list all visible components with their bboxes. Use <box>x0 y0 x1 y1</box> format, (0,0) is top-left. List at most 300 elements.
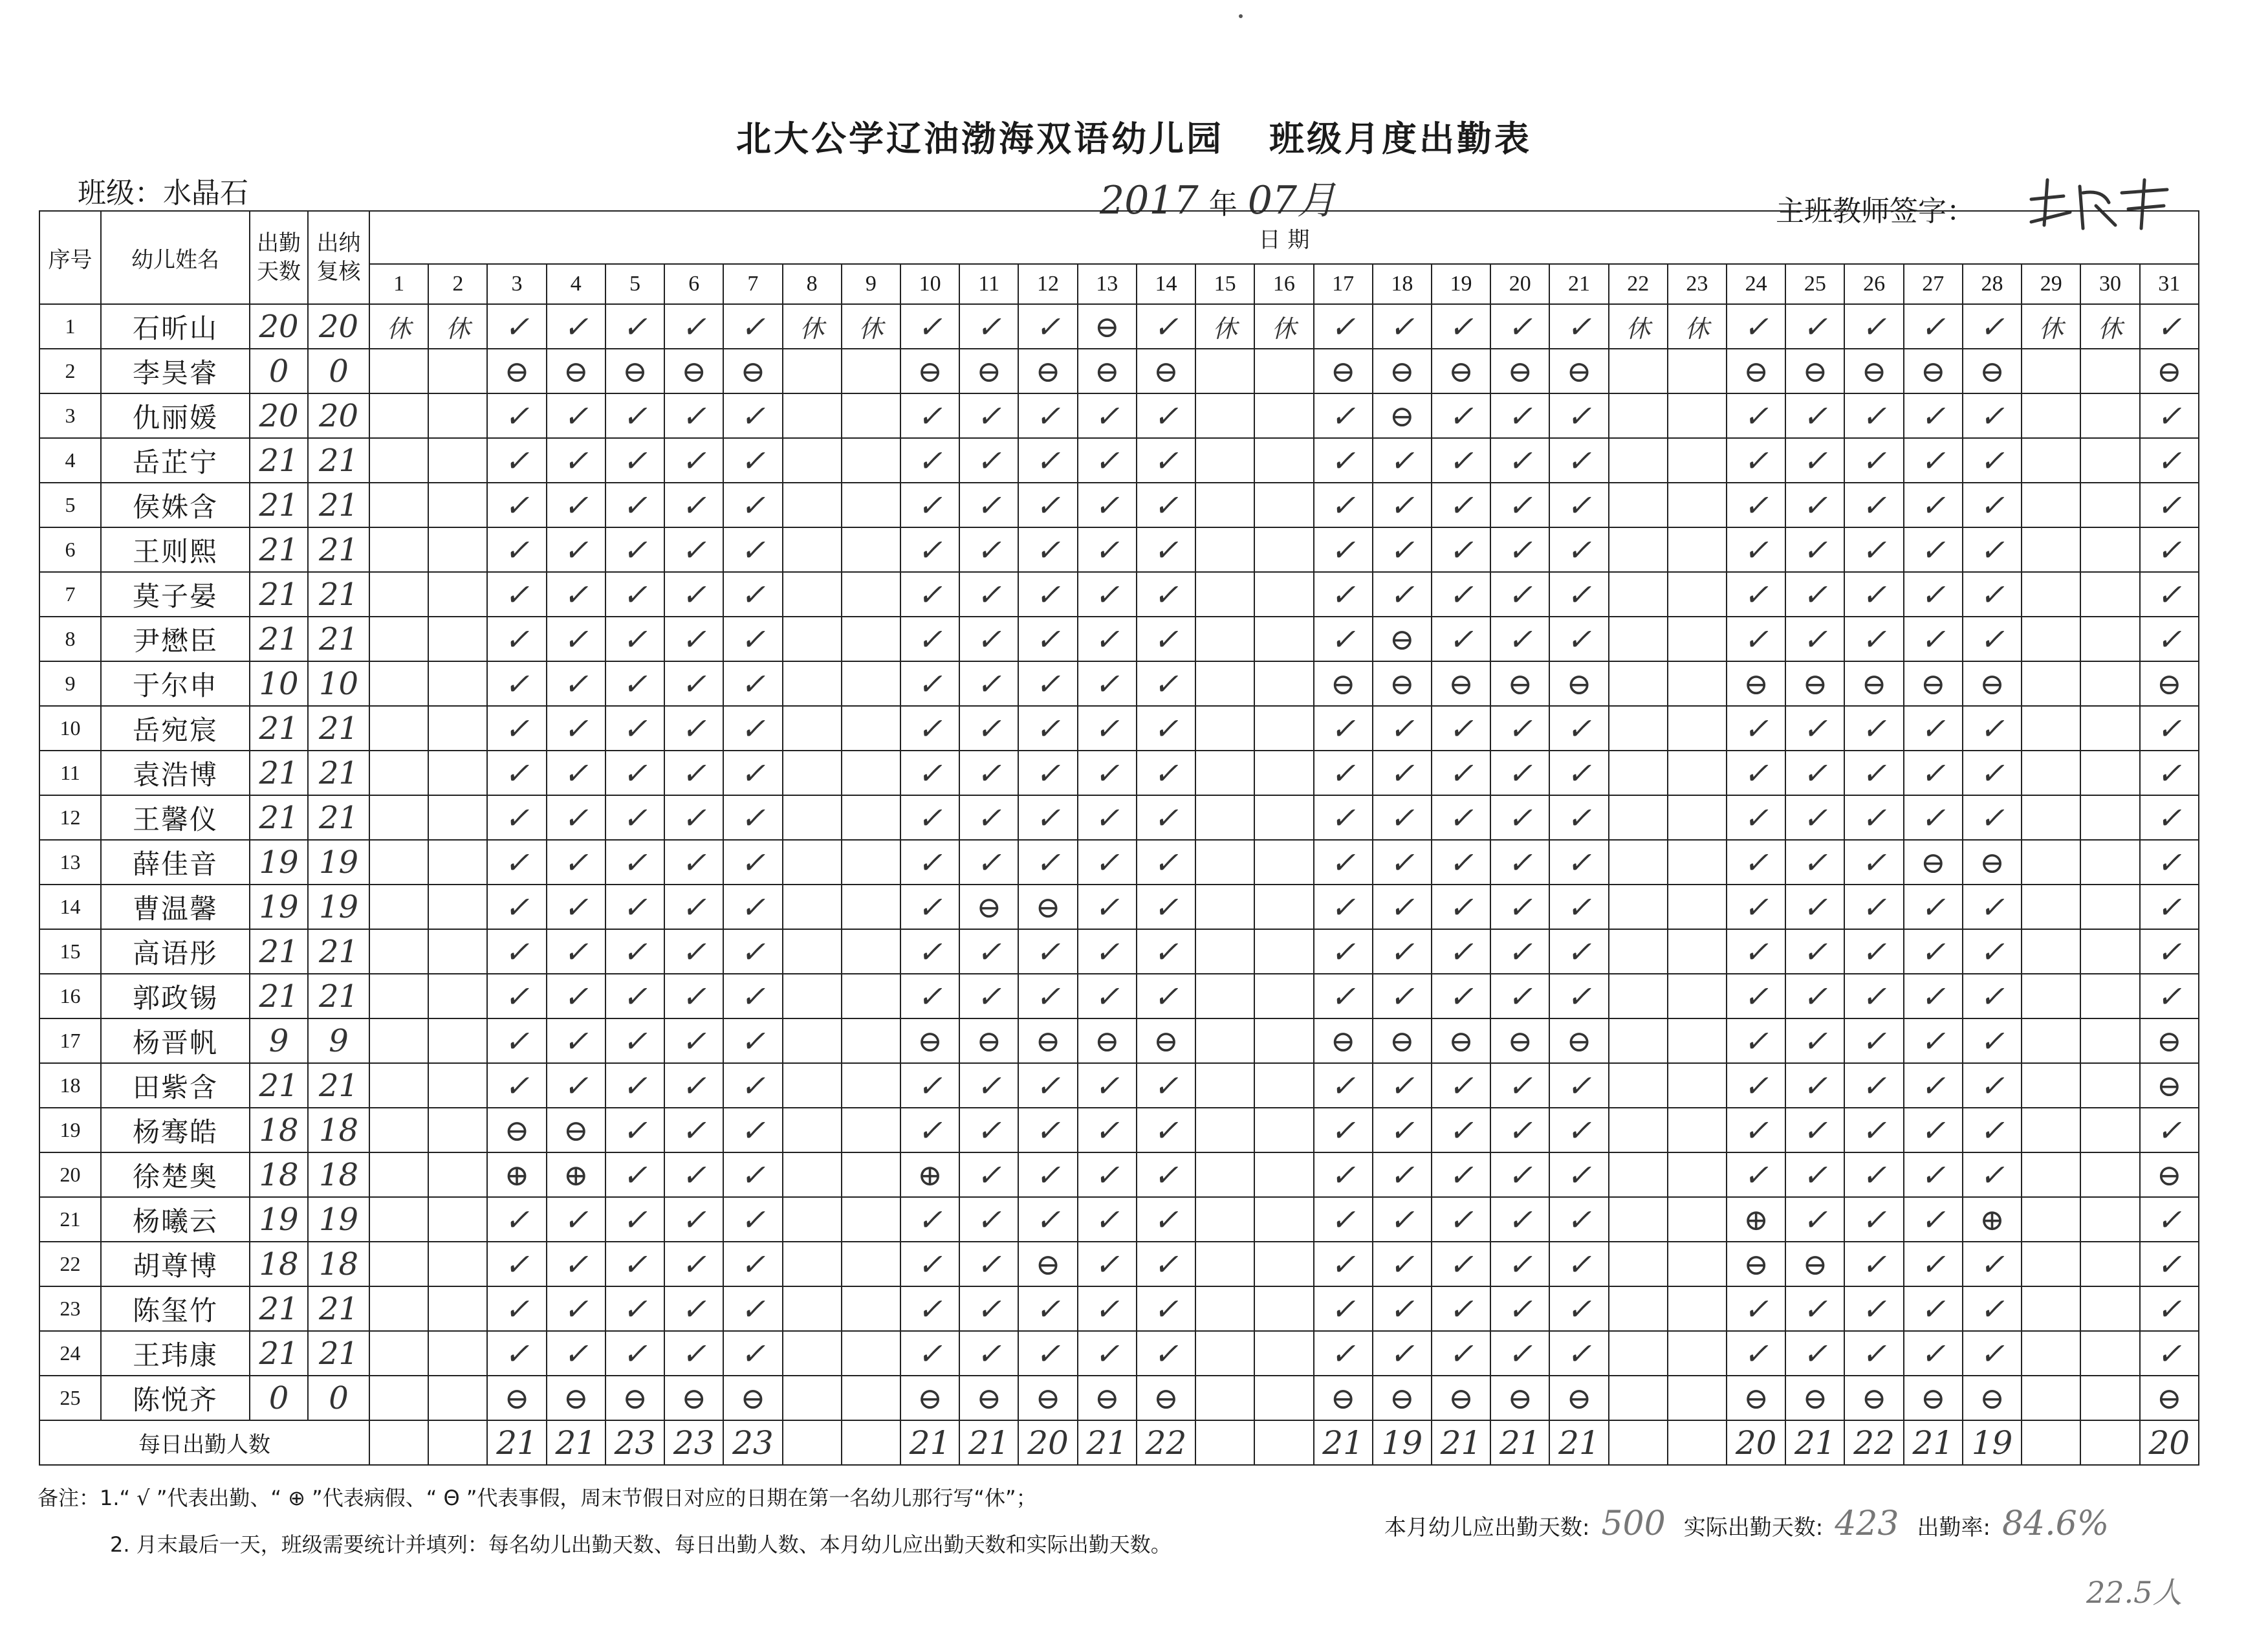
empty-cell <box>783 706 842 751</box>
empty-cell <box>783 1242 842 1286</box>
child-name: 杨曦云 <box>101 1197 250 1242</box>
present-check-icon: ✓ <box>2140 840 2199 885</box>
date-header: 2 <box>428 264 487 304</box>
present-check-icon: ✓ <box>2140 974 2199 1018</box>
present-check-icon: ✓ <box>1727 483 1785 527</box>
daily-total-cell: 23 <box>723 1420 782 1465</box>
col-seq: 序号 <box>39 211 101 304</box>
present-check-icon: ✓ <box>1727 438 1785 483</box>
row-seq: 4 <box>39 438 101 483</box>
present-check-icon: ✓ <box>487 885 546 929</box>
present-check-icon: ✓ <box>664 617 723 661</box>
present-check-icon: ✓ <box>1844 840 1903 885</box>
present-check-icon: ✓ <box>1078 1108 1137 1152</box>
present-check-icon: ✓ <box>664 1108 723 1152</box>
present-check-icon: ✓ <box>605 1197 664 1242</box>
date-header: 16 <box>1254 264 1313 304</box>
table-row <box>39 751 2199 795</box>
stats-row <box>1384 1504 2127 1543</box>
personal-leave-icon: ⊖ <box>1490 349 1549 393</box>
present-check-icon: ✓ <box>900 1063 959 1108</box>
present-check-icon: ✓ <box>1314 706 1373 751</box>
empty-cell <box>1668 706 1727 751</box>
daily-total-cell <box>1609 1420 1668 1465</box>
present-check-icon: ✓ <box>1078 1242 1137 1286</box>
present-check-icon: ✓ <box>1785 751 1844 795</box>
present-check-icon: ✓ <box>723 527 782 572</box>
row-seq: 7 <box>39 572 101 617</box>
present-check-icon: ✓ <box>1785 483 1844 527</box>
personal-leave-icon: ⊖ <box>959 349 1018 393</box>
present-check-icon: ✓ <box>547 617 605 661</box>
present-check-icon: ✓ <box>1137 527 1195 572</box>
personal-leave-icon: ⊖ <box>1727 661 1785 706</box>
present-check-icon: ✓ <box>1963 438 2022 483</box>
present-check-icon: ✓ <box>1785 974 1844 1018</box>
present-check-icon: ✓ <box>1373 1242 1432 1286</box>
table-row <box>39 483 2199 527</box>
child-name: 胡尊博 <box>101 1242 250 1286</box>
empty-cell <box>428 706 487 751</box>
review-days: 18 <box>308 1108 369 1152</box>
present-check-icon: ✓ <box>1549 840 1608 885</box>
date-header: 19 <box>1432 264 1490 304</box>
attendance-table <box>39 210 2199 1466</box>
date-header: 15 <box>1195 264 1254 304</box>
present-check-icon: ✓ <box>605 929 664 974</box>
date-header: 22 <box>1609 264 1668 304</box>
child-name: 尹懋臣 <box>101 617 250 661</box>
present-check-icon: ✓ <box>1018 617 1077 661</box>
present-check-icon: ✓ <box>900 1286 959 1331</box>
present-check-icon: ✓ <box>1785 929 1844 974</box>
empty-cell <box>428 1152 487 1197</box>
present-check-icon: ✓ <box>1727 706 1785 751</box>
present-check-icon: ✓ <box>1314 1331 1373 1376</box>
present-check-icon: ✓ <box>1904 885 1963 929</box>
row-seq: 15 <box>39 929 101 974</box>
present-check-icon: ✓ <box>547 1286 605 1331</box>
personal-leave-icon: ⊖ <box>723 1376 782 1420</box>
empty-cell <box>1609 617 1668 661</box>
empty-cell <box>369 1331 428 1376</box>
attendance-days: 21 <box>250 483 308 527</box>
empty-cell <box>1609 1331 1668 1376</box>
present-check-icon: ✓ <box>1844 617 1903 661</box>
child-name: 王玮康 <box>101 1331 250 1376</box>
present-check-icon: ✓ <box>1904 1331 1963 1376</box>
daily-total-cell: 21 <box>487 1420 546 1465</box>
date-header: 4 <box>547 264 605 304</box>
personal-leave-icon: ⊖ <box>2140 1376 2199 1420</box>
empty-cell <box>2022 1286 2080 1331</box>
child-name: 仇丽媛 <box>101 393 250 438</box>
present-check-icon: ✓ <box>1844 1286 1903 1331</box>
present-check-icon: ✓ <box>1018 1063 1077 1108</box>
present-check-icon: ✓ <box>900 572 959 617</box>
col-date-group: 日 期 <box>369 211 2199 264</box>
empty-cell <box>1195 1018 1254 1063</box>
present-check-icon: ✓ <box>1904 1286 1963 1331</box>
present-check-icon: ✓ <box>1727 527 1785 572</box>
date-header: 7 <box>723 264 782 304</box>
empty-cell <box>783 572 842 617</box>
present-check-icon: ✓ <box>1963 1286 2022 1331</box>
present-check-icon: ✓ <box>1432 572 1490 617</box>
present-check-icon: ✓ <box>664 438 723 483</box>
present-check-icon: ✓ <box>547 572 605 617</box>
empty-cell <box>2022 527 2080 572</box>
present-check-icon: ✓ <box>487 572 546 617</box>
empty-cell <box>369 751 428 795</box>
present-check-icon: ✓ <box>2140 795 2199 840</box>
sick-leave-icon: ⊕ <box>1963 1197 2022 1242</box>
child-name: 于尔申 <box>101 661 250 706</box>
empty-cell <box>1195 617 1254 661</box>
present-check-icon: ✓ <box>959 1152 1018 1197</box>
empty-cell <box>783 1018 842 1063</box>
present-check-icon: ✓ <box>487 1063 546 1108</box>
present-check-icon: ✓ <box>1137 1108 1195 1152</box>
date-header: 21 <box>1549 264 1608 304</box>
present-check-icon: ✓ <box>547 1018 605 1063</box>
present-check-icon: ✓ <box>1314 1242 1373 1286</box>
empty-cell <box>1668 572 1727 617</box>
rest-mark: 休 <box>1195 304 1254 349</box>
present-check-icon: ✓ <box>900 974 959 1018</box>
present-check-icon: ✓ <box>547 840 605 885</box>
present-check-icon: ✓ <box>900 661 959 706</box>
present-check-icon: ✓ <box>723 751 782 795</box>
attendance-days: 21 <box>250 527 308 572</box>
present-check-icon: ✓ <box>723 1242 782 1286</box>
present-check-icon: ✓ <box>664 1331 723 1376</box>
personal-leave-icon: ⊖ <box>2140 1018 2199 1063</box>
empty-cell <box>1609 840 1668 885</box>
empty-cell <box>1254 706 1313 751</box>
date-header: 29 <box>2022 264 2080 304</box>
empty-cell <box>1668 527 1727 572</box>
present-check-icon: ✓ <box>1963 706 2022 751</box>
present-check-icon: ✓ <box>1373 304 1432 349</box>
present-check-icon: ✓ <box>1490 1286 1549 1331</box>
table-row <box>39 1063 2199 1108</box>
present-check-icon: ✓ <box>1490 393 1549 438</box>
empty-cell <box>428 661 487 706</box>
present-check-icon: ✓ <box>547 974 605 1018</box>
empty-cell <box>1195 706 1254 751</box>
empty-cell <box>369 1063 428 1108</box>
empty-cell <box>1609 706 1668 751</box>
attendance-days: 19 <box>250 1197 308 1242</box>
empty-cell <box>1668 795 1727 840</box>
empty-cell <box>1668 1152 1727 1197</box>
empty-cell <box>1254 929 1313 974</box>
personal-leave-icon: ⊖ <box>1490 661 1549 706</box>
present-check-icon: ✓ <box>605 617 664 661</box>
present-check-icon: ✓ <box>1432 1063 1490 1108</box>
present-check-icon: ✓ <box>1018 840 1077 885</box>
daily-total-cell: 21 <box>547 1420 605 1465</box>
present-check-icon: ✓ <box>1078 840 1137 885</box>
empty-cell <box>428 974 487 1018</box>
row-seq: 12 <box>39 795 101 840</box>
personal-leave-icon: ⊖ <box>1904 840 1963 885</box>
present-check-icon: ✓ <box>1549 1197 1608 1242</box>
present-check-icon: ✓ <box>1904 929 1963 974</box>
present-check-icon: ✓ <box>723 1063 782 1108</box>
present-check-icon: ✓ <box>605 527 664 572</box>
empty-cell <box>783 617 842 661</box>
present-check-icon: ✓ <box>605 751 664 795</box>
empty-cell <box>1195 349 1254 393</box>
date-header: 13 <box>1078 264 1137 304</box>
present-check-icon: ✓ <box>1844 929 1903 974</box>
review-days: 21 <box>308 483 369 527</box>
empty-cell <box>369 1152 428 1197</box>
personal-leave-icon: ⊖ <box>1373 1018 1432 1063</box>
personal-leave-icon: ⊖ <box>1904 661 1963 706</box>
personal-leave-icon: ⊖ <box>1490 1376 1549 1420</box>
child-name: 高语彤 <box>101 929 250 974</box>
present-check-icon: ✓ <box>1018 751 1077 795</box>
present-check-icon: ✓ <box>959 527 1018 572</box>
empty-cell <box>1195 1376 1254 1420</box>
present-check-icon: ✓ <box>723 1108 782 1152</box>
empty-cell <box>1195 751 1254 795</box>
present-check-icon: ✓ <box>1727 1108 1785 1152</box>
empty-cell <box>1195 795 1254 840</box>
present-check-icon: ✓ <box>2140 885 2199 929</box>
present-check-icon: ✓ <box>2140 304 2199 349</box>
child-name: 岳芷宁 <box>101 438 250 483</box>
empty-cell <box>783 751 842 795</box>
empty-cell <box>1609 1152 1668 1197</box>
present-check-icon: ✓ <box>547 1063 605 1108</box>
rest-mark: 休 <box>783 304 842 349</box>
present-check-icon: ✓ <box>1490 483 1549 527</box>
present-check-icon: ✓ <box>959 1331 1018 1376</box>
daily-total-label: 每日出勤人数 <box>39 1420 369 1465</box>
empty-cell <box>783 885 842 929</box>
present-check-icon: ✓ <box>1432 1152 1490 1197</box>
present-check-icon: ✓ <box>1549 1331 1608 1376</box>
present-check-icon: ✓ <box>1432 527 1490 572</box>
present-check-icon: ✓ <box>1137 929 1195 974</box>
present-check-icon: ✓ <box>1018 393 1077 438</box>
present-check-icon: ✓ <box>1785 617 1844 661</box>
present-check-icon: ✓ <box>1373 483 1432 527</box>
personal-leave-icon: ⊖ <box>664 349 723 393</box>
present-check-icon: ✓ <box>959 483 1018 527</box>
present-check-icon: ✓ <box>723 974 782 1018</box>
present-check-icon: ✓ <box>1078 661 1137 706</box>
review-days: 21 <box>308 527 369 572</box>
empty-cell <box>1195 438 1254 483</box>
empty-cell <box>2022 706 2080 751</box>
present-check-icon: ✓ <box>1727 840 1785 885</box>
present-check-icon: ✓ <box>1785 572 1844 617</box>
empty-cell <box>1254 438 1313 483</box>
present-check-icon: ✓ <box>1314 929 1373 974</box>
year-unit: 年 <box>1208 188 1238 221</box>
present-check-icon: ✓ <box>1137 661 1195 706</box>
present-check-icon: ✓ <box>547 751 605 795</box>
empty-cell <box>428 1286 487 1331</box>
present-check-icon: ✓ <box>605 1108 664 1152</box>
present-check-icon: ✓ <box>1904 974 1963 1018</box>
empty-cell <box>2022 1018 2080 1063</box>
empty-cell <box>428 527 487 572</box>
date-header: 3 <box>487 264 546 304</box>
empty-cell <box>1254 885 1313 929</box>
child-name: 杨晋帆 <box>101 1018 250 1063</box>
month-value: 07月 <box>1247 178 1336 223</box>
daily-total-cell: 22 <box>1137 1420 1195 1465</box>
empty-cell <box>2022 438 2080 483</box>
header-row <box>39 211 2199 264</box>
empty-cell <box>1609 885 1668 929</box>
sick-leave-icon: ⊕ <box>547 1152 605 1197</box>
empty-cell <box>842 1242 900 1286</box>
present-check-icon: ✓ <box>1018 438 1077 483</box>
present-check-icon: ✓ <box>900 304 959 349</box>
empty-cell <box>1195 840 1254 885</box>
present-check-icon: ✓ <box>664 929 723 974</box>
present-check-icon: ✓ <box>1549 885 1608 929</box>
present-check-icon: ✓ <box>1785 1063 1844 1108</box>
empty-cell <box>2022 795 2080 840</box>
empty-cell <box>1609 795 1668 840</box>
present-check-icon: ✓ <box>959 572 1018 617</box>
present-check-icon: ✓ <box>959 393 1018 438</box>
empty-cell <box>1668 1018 1727 1063</box>
attendance-days: 21 <box>250 795 308 840</box>
personal-leave-icon: ⊖ <box>1137 349 1195 393</box>
personal-leave-icon: ⊖ <box>900 1018 959 1063</box>
table-row <box>39 1197 2199 1242</box>
empty-cell <box>1195 661 1254 706</box>
personal-leave-icon: ⊖ <box>1727 1376 1785 1420</box>
daily-total-cell: 21 <box>1078 1420 1137 1465</box>
present-check-icon: ✓ <box>1549 438 1608 483</box>
personal-leave-icon: ⊖ <box>487 1376 546 1420</box>
present-check-icon: ✓ <box>900 1331 959 1376</box>
date-header: 23 <box>1668 264 1727 304</box>
daily-total-cell <box>842 1420 900 1465</box>
present-check-icon: ✓ <box>1844 885 1903 929</box>
present-check-icon: ✓ <box>1844 304 1903 349</box>
personal-leave-icon: ⊖ <box>1018 1018 1077 1063</box>
empty-cell <box>1254 751 1313 795</box>
present-check-icon: ✓ <box>605 1331 664 1376</box>
present-check-icon: ✓ <box>664 304 723 349</box>
present-check-icon: ✓ <box>605 974 664 1018</box>
present-check-icon: ✓ <box>487 706 546 751</box>
row-seq: 9 <box>39 661 101 706</box>
empty-cell <box>369 706 428 751</box>
table-row <box>39 1331 2199 1376</box>
empty-cell <box>369 885 428 929</box>
personal-leave-icon: ⊖ <box>1373 393 1432 438</box>
present-check-icon: ✓ <box>487 929 546 974</box>
present-check-icon: ✓ <box>1785 1108 1844 1152</box>
present-check-icon: ✓ <box>1490 706 1549 751</box>
present-check-icon: ✓ <box>1844 1108 1903 1152</box>
present-check-icon: ✓ <box>900 438 959 483</box>
present-check-icon: ✓ <box>959 1063 1018 1108</box>
table-row <box>39 304 2199 349</box>
personal-leave-icon: ⊖ <box>1373 349 1432 393</box>
attendance-days: 21 <box>250 438 308 483</box>
child-name: 袁浩博 <box>101 751 250 795</box>
present-check-icon: ✓ <box>1963 885 2022 929</box>
empty-cell <box>369 1197 428 1242</box>
rest-mark: 休 <box>1254 304 1313 349</box>
empty-cell <box>842 349 900 393</box>
page-title <box>0 111 2268 161</box>
table-row <box>39 349 2199 393</box>
empty-cell <box>428 438 487 483</box>
present-check-icon: ✓ <box>1727 751 1785 795</box>
personal-leave-icon: ⊖ <box>1432 1018 1490 1063</box>
empty-cell <box>842 572 900 617</box>
present-check-icon: ✓ <box>1373 572 1432 617</box>
present-check-icon: ✓ <box>1904 1108 1963 1152</box>
empty-cell <box>1195 929 1254 974</box>
row-seq: 19 <box>39 1108 101 1152</box>
attendance-days: 21 <box>250 617 308 661</box>
personal-leave-icon: ⊖ <box>959 1376 1018 1420</box>
present-check-icon: ✓ <box>664 885 723 929</box>
empty-cell <box>1609 1242 1668 1286</box>
present-check-icon: ✓ <box>1432 617 1490 661</box>
present-check-icon: ✓ <box>1844 1063 1903 1108</box>
present-check-icon: ✓ <box>1018 661 1077 706</box>
empty-cell <box>1254 1108 1313 1152</box>
child-name: 王则熙 <box>101 527 250 572</box>
present-check-icon: ✓ <box>1137 706 1195 751</box>
empty-cell <box>1254 1286 1313 1331</box>
present-check-icon: ✓ <box>1078 1331 1137 1376</box>
empty-cell <box>783 438 842 483</box>
date-header: 26 <box>1844 264 1903 304</box>
personal-leave-icon: ⊖ <box>1727 1242 1785 1286</box>
present-check-icon: ✓ <box>1727 1018 1785 1063</box>
present-check-icon: ✓ <box>1904 617 1963 661</box>
present-check-icon: ✓ <box>605 795 664 840</box>
empty-cell <box>428 1018 487 1063</box>
row-seq: 23 <box>39 1286 101 1331</box>
attendance-days: 21 <box>250 572 308 617</box>
present-check-icon: ✓ <box>1785 706 1844 751</box>
present-check-icon: ✓ <box>2140 527 2199 572</box>
daily-total-cell: 21 <box>1432 1420 1490 1465</box>
empty-cell <box>428 483 487 527</box>
personal-leave-icon: ⊖ <box>1018 349 1077 393</box>
present-check-icon: ✓ <box>1432 795 1490 840</box>
present-check-icon: ✓ <box>1963 617 2022 661</box>
present-check-icon: ✓ <box>1490 1152 1549 1197</box>
empty-cell <box>1195 572 1254 617</box>
date-header: 25 <box>1785 264 1844 304</box>
present-check-icon: ✓ <box>487 661 546 706</box>
empty-cell <box>1609 1018 1668 1063</box>
empty-cell <box>1609 1286 1668 1331</box>
empty-cell <box>842 1376 900 1420</box>
empty-cell <box>2022 929 2080 974</box>
present-check-icon: ✓ <box>723 706 782 751</box>
